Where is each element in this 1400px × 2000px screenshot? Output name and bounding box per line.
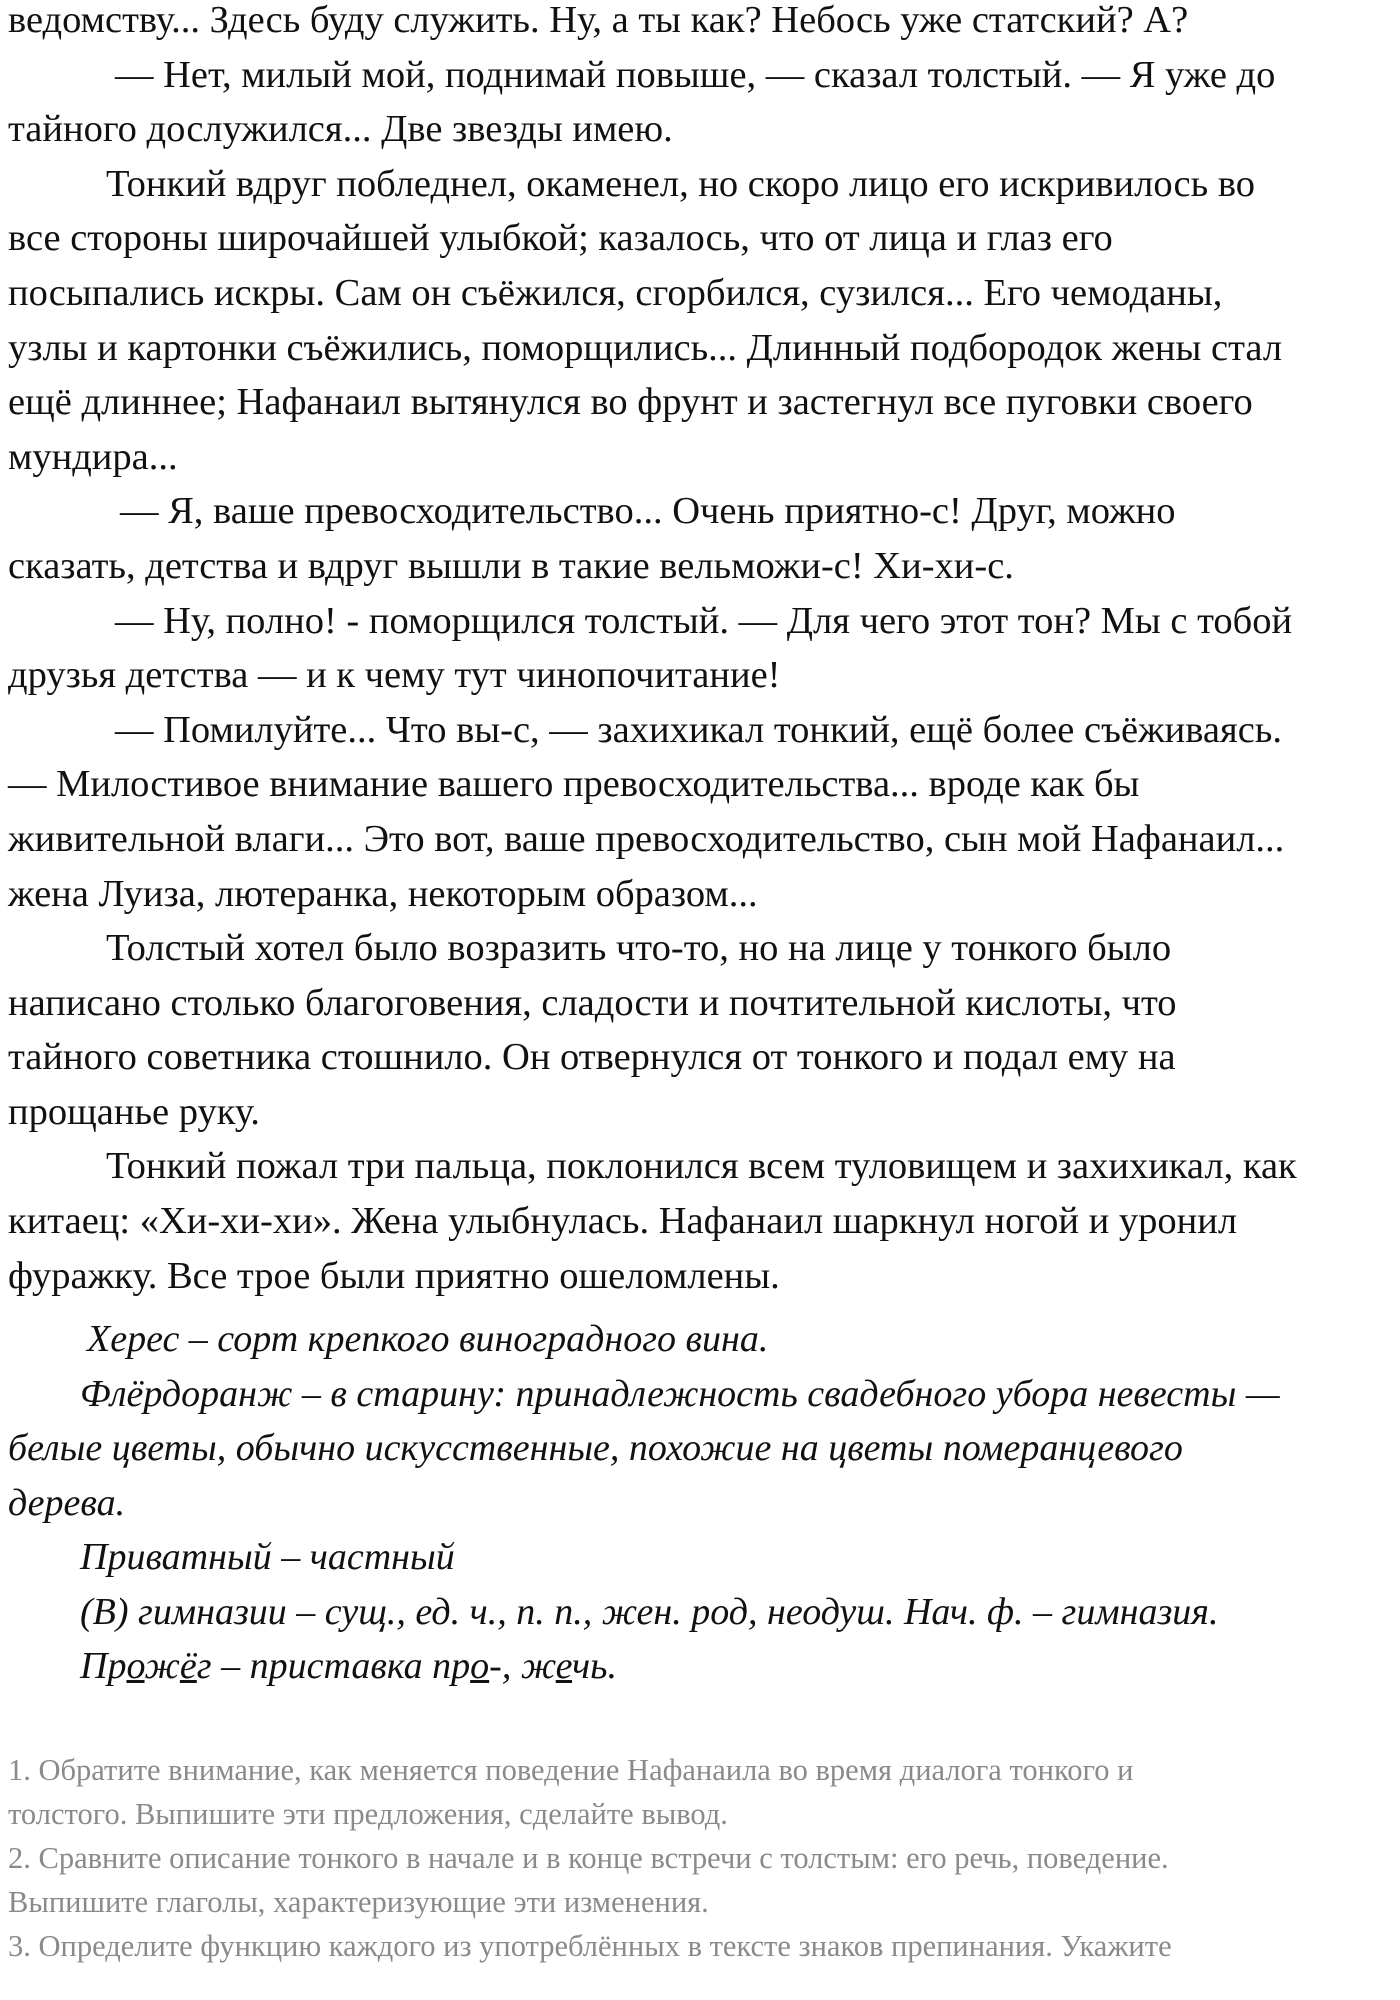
assignment-questions [8,1748,1172,1968]
text-line: ещё длиннее; Нафанаил вытянулся во фрунт и застегнул все пуговки своего [8,381,1253,424]
note-flerdoranzh-line-2: белые цветы, обычно искусственные, похожие на цветы померанцевого [8,1427,1183,1470]
word-part: г – приставка пр [196,1645,471,1688]
text-line: Толстый хотел было возразить что-то, но на лице у тонкого было [106,927,1172,970]
document-page [8,0,1392,1694]
text-line: посыпались искры. Сам он съёжился, сгорбился, сузился... Его чемоданы, [8,271,1223,314]
note-flerdoranzh-line-1: Флёрдоранж – в старину: принадлежность свадебного убора невесты — [80,1372,1280,1415]
note-kheres: Херес – сорт крепкого виноградного вина. [87,1318,769,1361]
text-line: узлы и картонки съёжились, поморщились... Длинный подбородок жены стал [8,326,1283,369]
question-line: 3. Определите функцию каждого из употреблённых в тексте знаков препинания. Укажите [8,1929,1172,1963]
note-privatny: Приватный – частный [80,1536,455,1579]
text-line: — Нет, милый мой, поднимай повыше, — сказал толстый. — Я уже до [115,53,1276,96]
text-line: тайного советника стошнило. Он отвернулся от тонкого и подал ему на [8,1036,1176,1079]
text-line: сказать, детства и вдруг вышли в такие вельможи-с! Хи-хи-с. [8,544,1014,587]
question-line: толстого. Выпишите эти предложения, сделайте вывод. [8,1797,728,1831]
question-line: 1. Обратите внимание, как меняется поведение Нафанаила во время диалога тонкого и [8,1753,1134,1787]
note-prozheg [8,1639,1392,1694]
text-line: тайного дослужился... Две звезды имею. [8,108,673,151]
text-line: Тонкий пожал три пальца, поклонился всем туловищем и захихикал, как [106,1145,1297,1188]
underlined-vowel: ё [179,1645,197,1688]
word-part: Пр [80,1645,127,1688]
underlined-vowel: о [126,1645,145,1688]
question-line: 2. Сравните описание тонкого в начале и в конце встречи с толстым: его речь, поведение. [8,1841,1169,1875]
text-line: жена Луиза, лютеранка, некоторым образом... [8,872,758,915]
question-line: Выпишите глаголы, характеризующие эти изменения. [8,1885,709,1919]
word-part: ж [144,1645,180,1688]
text-line: прощанье руку. [8,1090,260,1133]
story-text [8,0,1392,1303]
text-line: ведомству... Здесь буду служить. Ну, а ты как? Небось уже статский? А? [8,0,1189,41]
word-part: -, ж [489,1645,556,1688]
underlined-vowel: о [470,1645,490,1688]
text-line: живительной влаги... Это вот, ваше превосходительство, сын мой Нафанаил... [8,817,1285,860]
text-line: мундира... [8,435,178,478]
note-flerdoranzh-line-3: дерева. [8,1481,126,1524]
underlined-vowel: е [555,1645,573,1688]
glossary-notes [8,1312,1392,1694]
text-line: написано столько благоговения, сладости и почтительной кислоты, что [8,981,1177,1024]
text-line: все стороны широчайшей улыбкой; казалось, что от лица и глаз его [8,217,1113,260]
note-gimnazii: (В) гимназии – сущ., ед. ч., п. п., жен. род, неодуш. Нач. ф. – гимназия. [80,1590,1219,1633]
text-line: — Милостивое внимание вашего превосходительства... вроде как бы [8,763,1140,806]
text-line: Тонкий вдруг побледнел, окаменел, но скоро лицо его искривилось во [106,162,1255,205]
text-line: — Ну, полно! - поморщился толстый. — Для чего этот тон? Мы с тобой [115,599,1293,642]
text-line: — Я, ваше превосходительство... Очень приятно-с! Друг, можно [120,490,1176,533]
text-line: фуражку. Все трое были приятно ошеломлены. [8,1254,780,1297]
text-line: друзья детства — и к чему тут чинопочитание! [8,654,781,697]
word-part: чь. [572,1645,617,1688]
text-line: китаец: «Хи-хи-хи». Жена улыбнулась. Нафанаил шаркнул ногой и уронил [8,1200,1238,1243]
text-line: — Помилуйте... Что вы-с, — захихикал тонкий, ещё более съёживаясь. [115,708,1282,751]
